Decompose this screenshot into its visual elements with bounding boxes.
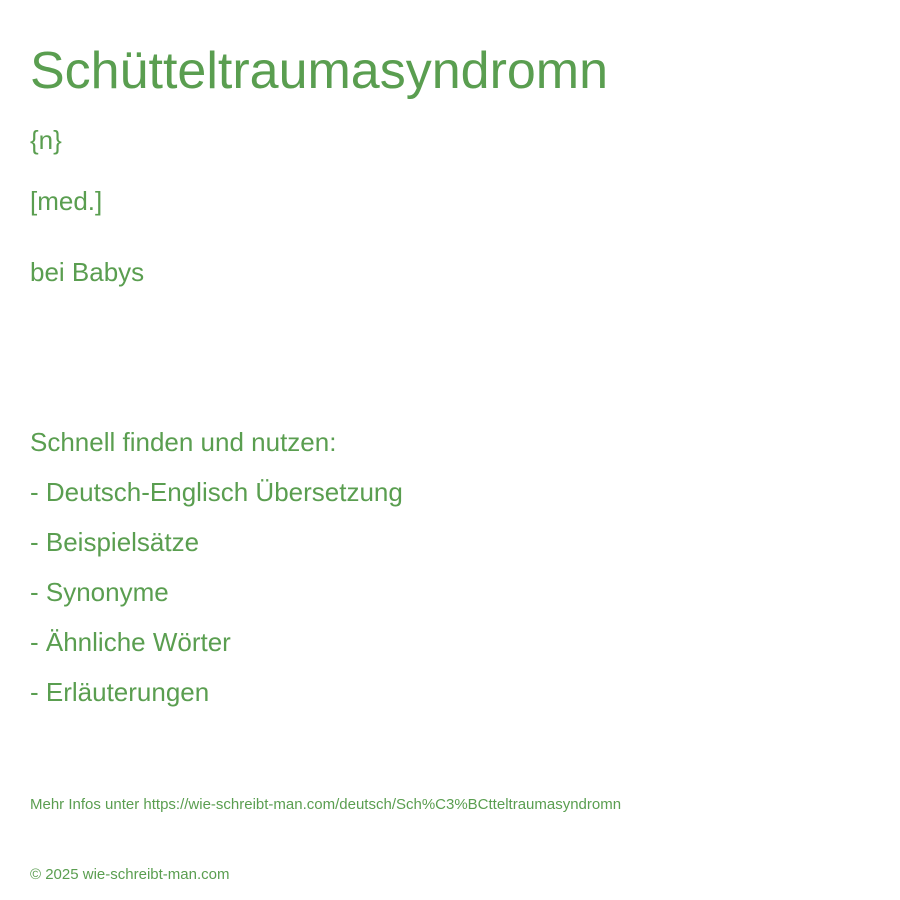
more-info-link[interactable]: Mehr Infos unter https://wie-schreibt-man.com/deutsch/Sch%C3%BCtteltraumasyndromn — [30, 796, 622, 813]
features-heading: Schnell finden und nutzen: — [30, 427, 337, 457]
feature-item-translation: - Deutsch-Englisch Übersetzung — [30, 477, 403, 507]
feature-item-synonyms: - Synonyme — [30, 577, 169, 607]
page-title: Schütteltraumasyndromn — [30, 42, 609, 100]
gender-label: {n} — [30, 125, 62, 155]
copyright-notice: © 2025 wie-schreibt-man.com — [30, 866, 230, 883]
feature-item-similar-words: - Ähnliche Wörter — [30, 627, 231, 657]
feature-item-explanations: - Erläuterungen — [30, 677, 210, 707]
feature-item-example-sentences: - Beispielsätze — [30, 527, 200, 557]
subject-field-label: [med.] — [30, 186, 103, 216]
usage-note: bei Babys — [30, 257, 145, 287]
